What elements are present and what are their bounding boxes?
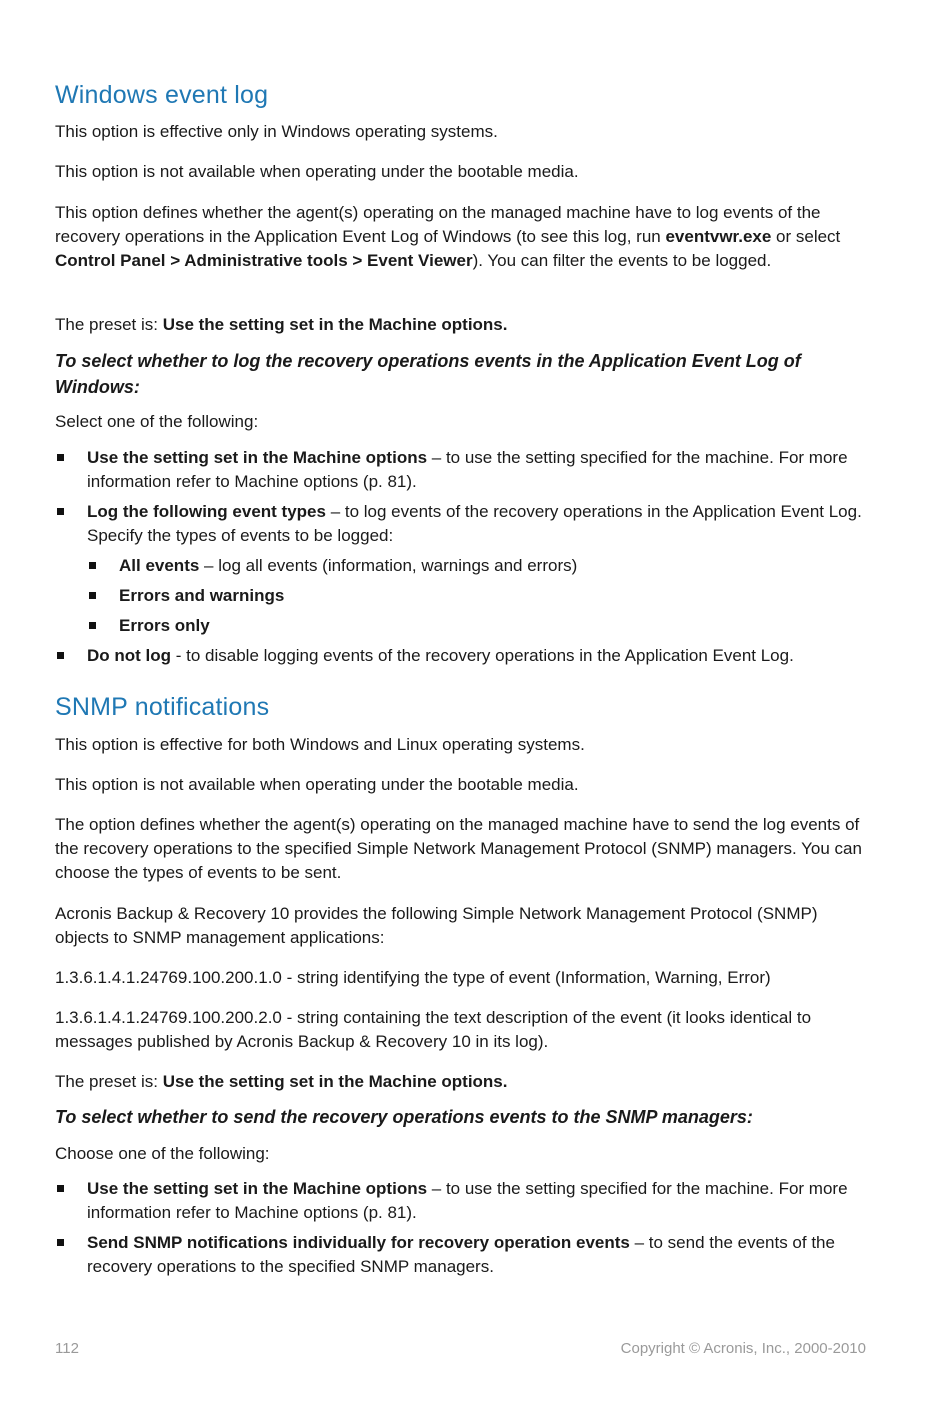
paragraph: Choose one of the following:: [55, 1144, 270, 1163]
list-item: Use the setting set in the Machine options – to use the setting specified for the machine. For more information refer to Machine options (p. 81).: [87, 1177, 872, 1225]
sub-list-item: Errors only: [119, 614, 869, 638]
bullet-icon: [89, 592, 96, 599]
preset-line: The preset is: Use the setting set in the Machine options.: [55, 1072, 508, 1091]
procedure-heading: To select whether to send the recovery operations events to the SNMP managers:: [55, 1107, 753, 1127]
paragraph: This option is not available when operating under the bootable media.: [55, 162, 579, 181]
bullet-icon: [57, 508, 64, 515]
section-heading-windows-event-log: Windows event log: [55, 81, 269, 109]
paragraph: This option is effective only in Windows operating systems.: [55, 122, 498, 141]
page-number: 112: [55, 1340, 79, 1357]
list-item: Use the setting set in the Machine options – to use the setting specified for the machine. For more information refer to Machine options (p. 81).: [87, 446, 872, 494]
section-heading-snmp-notifications: SNMP notifications: [55, 693, 270, 721]
paragraph: Acronis Backup & Recovery 10 provides the following Simple Network Management Protocol (SNMP) objects to SNMP management applications:: [55, 904, 818, 947]
procedure-heading: To select whether to log the recovery operations events in the Application Event Log of Windows:: [55, 351, 801, 397]
paragraph: The option defines whether the agent(s) operating on the managed machine have to send the log events of the recovery operations to the specified Simple Network Management Protocol (SNMP) managers. You can choose the types of events to be sent.: [55, 815, 862, 882]
paragraph: 1.3.6.1.4.1.24769.100.200.2.0 - string containing the text description of the event (it looks identical to messages published by Acronis Backup & Recovery 10 in its log).: [55, 1008, 812, 1051]
preset-line: The preset is: Use the setting set in the Machine options.: [55, 315, 508, 334]
paragraph: Select one of the following:: [55, 412, 259, 431]
sub-list-item: All events – log all events (information, warnings and errors): [119, 554, 869, 578]
bullet-icon: [57, 652, 64, 659]
bullet-icon: [57, 454, 64, 461]
list-item: Do not log - to disable logging events of the recovery operations in the Application Event Log.: [87, 644, 872, 668]
bullet-icon: [57, 1239, 64, 1246]
bullet-icon: [57, 1185, 64, 1192]
sub-list-item: Errors and warnings: [119, 584, 869, 608]
bullet-icon: [89, 622, 96, 629]
copyright-notice: Copyright © Acronis, Inc., 2000-2010: [620, 1340, 866, 1357]
paragraph: This option is not available when operating under the bootable media.: [55, 775, 579, 794]
list-item: Log the following event types – to log events of the recovery operations in the Application Event Log. Specify the types of events to be logged:: [87, 500, 872, 548]
bullet-icon: [89, 562, 96, 569]
paragraph: 1.3.6.1.4.1.24769.100.200.1.0 - string identifying the type of event (Information, Warning, Error): [55, 968, 771, 987]
paragraph: This option defines whether the agent(s) operating on the managed machine have to log events of the recovery operations in the Application Event Log of Windows (to see this log, run eventvwr.exe or select Control Panel > Administrative tools > Event Viewer). You can filter the events to be logged.: [55, 203, 841, 270]
paragraph: This option is effective for both Windows and Linux operating systems.: [55, 735, 585, 754]
list-item: Send SNMP notifications individually for recovery operation events – to send the events of the recovery operations to the specified SNMP managers.: [87, 1231, 872, 1279]
